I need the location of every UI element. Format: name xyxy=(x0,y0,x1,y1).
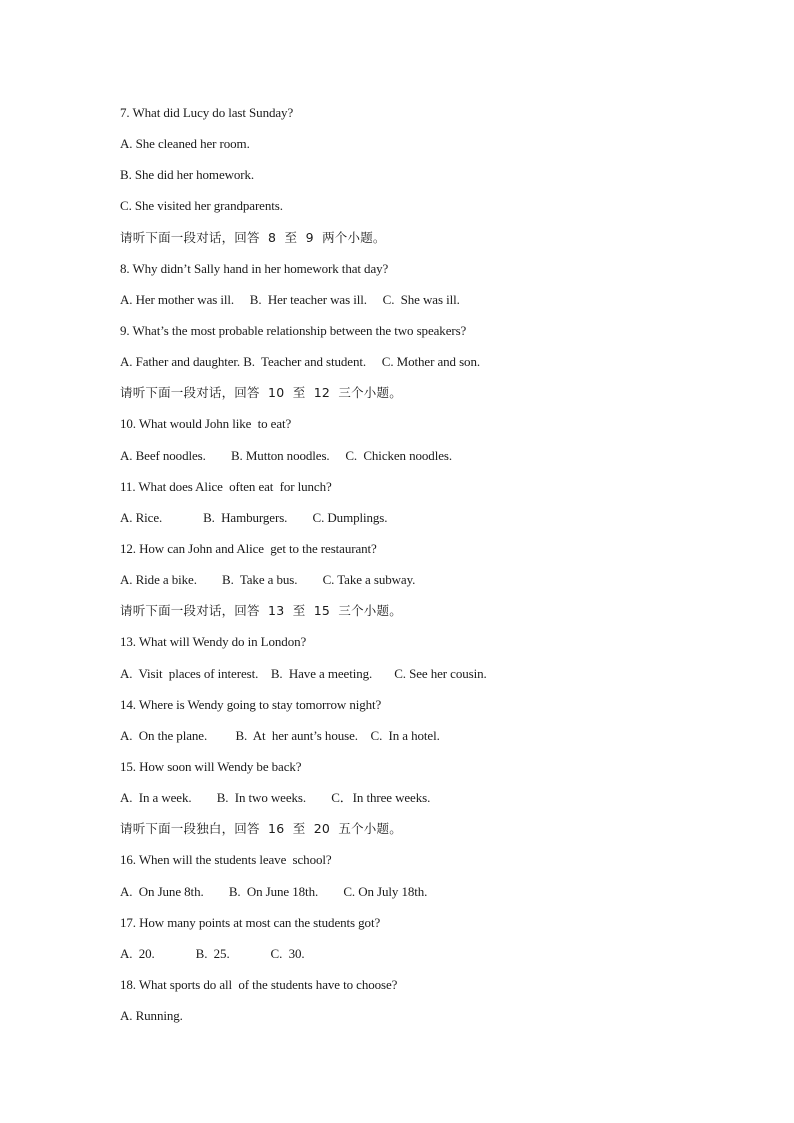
question-7: 7. What did Lucy do last Sunday? xyxy=(120,105,294,120)
question-11: 11. What does Alice often eat for lunch? xyxy=(120,478,332,494)
option-7b: B. She did her homework. xyxy=(120,167,255,183)
options-16: A. On June 8th. B. On June 18th. C. On July 18th. xyxy=(120,883,428,899)
options-11: A. Rice. B. Hamburgers. C. Dumplings. xyxy=(120,509,388,525)
instruction-10-12: 请听下面一段对话，回答 10 至 12 三个小题。 xyxy=(120,385,402,401)
question-10: 10. What would John like to eat? xyxy=(120,416,292,432)
question-14: 14. Where is Wendy going to stay tomorrow night? xyxy=(120,696,382,712)
options-9: A. Father and daughter. B. Teacher and student. C. Mother and son. xyxy=(120,354,481,370)
document-page xyxy=(120,103,760,1037)
instruction-13-15: 请听下面一段对话，回答 13 至 15 三个小题。 xyxy=(120,603,402,619)
options-13: A. Visit places of interest. B. Have a meeting. C. See her cousin. xyxy=(120,665,487,681)
question-9: 9. What’s the most probable relationship between the two speakers? xyxy=(120,322,467,338)
question-12: 12. How can John and Alice get to the restaurant? xyxy=(120,540,377,556)
options-12: A. Ride a bike. B. Take a bus. C. Take a subway. xyxy=(120,572,416,588)
instruction-8-9: 请听下面一段对话，回答 8 至 9 两个小题。 xyxy=(120,229,386,245)
options-15: A. In a week. B. In two weeks. C．In three weeks. xyxy=(120,790,431,806)
instruction-16-20: 请听下面一段独白，回答 16 至 20 五个小题。 xyxy=(120,821,402,837)
option-7c: C. She visited her grandparents. xyxy=(120,198,283,214)
question-15: 15. How soon will Wendy be back? xyxy=(120,758,302,774)
question-8: 8. Why didn’t Sally hand in her homework that day? xyxy=(120,260,389,276)
options-10: A. Beef noodles. B. Mutton noodles. C. Chicken noodles. xyxy=(120,447,452,463)
question-16: 16. When will the students leave school? xyxy=(120,852,332,868)
question-13: 13. What will Wendy do in London? xyxy=(120,634,307,650)
options-17: A. 20. B. 25. C. 30. xyxy=(120,945,305,961)
question-17: 17. How many points at most can the students got? xyxy=(120,914,381,930)
options-8: A. Her mother was ill. B. Her teacher was ill. C. She was ill. xyxy=(120,291,460,307)
options-14: A. On the plane. B. At her aunt’s house. C. In a hotel. xyxy=(120,727,440,743)
question-18: 18. What sports do all of the students have to choose? xyxy=(120,976,398,992)
option-18a: A. Running. xyxy=(120,1008,183,1024)
option-7a: A. She cleaned her room. xyxy=(120,136,250,152)
